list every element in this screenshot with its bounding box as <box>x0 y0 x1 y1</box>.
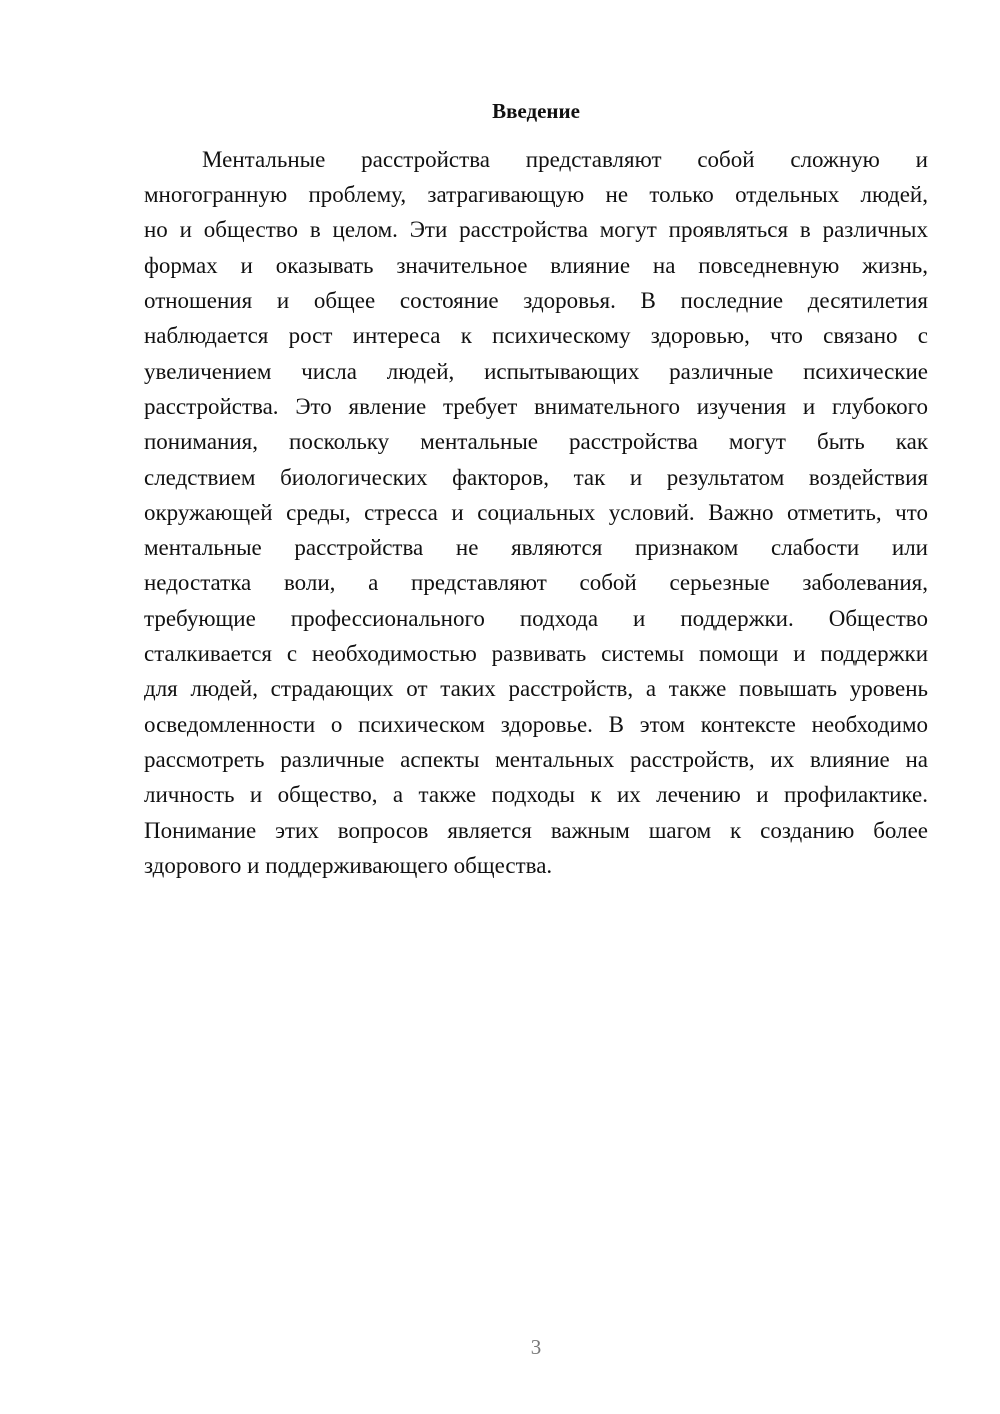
paragraph-line: сталкивается с необходимостью развивать системы помощи и поддержки <box>144 641 928 666</box>
page-title: Введение <box>492 99 580 123</box>
paragraph-line: рассмотреть различные аспекты ментальных расстройств, их влияние на <box>144 747 928 772</box>
paragraph-line: требующие профессионального подхода и поддержки. Общество <box>144 606 928 631</box>
paragraph-line: окружающей среды, стресса и социальных условий. Важно отметить, что <box>144 500 928 525</box>
paragraph-line: здорового и поддерживающего общества. <box>144 853 553 878</box>
paragraph-line: многогранную проблему, затрагивающую не только отдельных людей, <box>144 182 928 207</box>
paragraph-line: расстройства. Это явление требует внимательного изучения и глубокого <box>144 394 928 419</box>
paragraph-line: понимания, поскольку ментальные расстройства могут быть как <box>144 429 928 454</box>
paragraph-line: отношения и общее состояние здоровья. В последние десятилетия <box>144 288 928 313</box>
paragraph-line: личность и общество, а также подходы к их лечению и профилактике. <box>144 782 928 807</box>
paragraph-line: но и общество в целом. Эти расстройства могут проявляться в различных <box>144 217 928 242</box>
paragraph-line: следствием биологических факторов, так и результатом воздействия <box>144 465 928 490</box>
paragraph-line: наблюдается рост интереса к психическому здоровью, что связано с <box>144 323 928 348</box>
paragraph-line: Ментальные расстройства представляют собой сложную и <box>202 147 928 172</box>
paragraph-line: ментальные расстройства не являются признаком слабости или <box>144 535 928 560</box>
paragraph-line: для людей, страдающих от таких расстройств, а также повышать уровень <box>144 676 928 701</box>
paragraph-line: формах и оказывать значительное влияние на повседневную жизнь, <box>144 253 928 278</box>
paragraph-line: увеличением числа людей, испытывающих различные психические <box>144 359 928 384</box>
paragraph-line: Понимание этих вопросов является важным шагом к созданию более <box>144 818 928 843</box>
paragraph-line: недостатка воли, а представляют собой серьезные заболевания, <box>144 570 928 595</box>
page-number: 3 <box>530 1335 542 1359</box>
paragraph-line: осведомленности о психическом здоровье. В этом контексте необходимо <box>144 712 928 737</box>
